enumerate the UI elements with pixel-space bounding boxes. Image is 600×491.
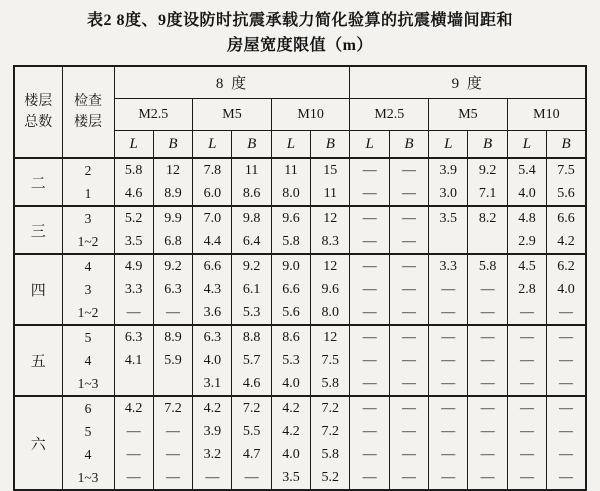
cell-value: 3.6 [203,305,222,320]
table-title-line2: 房屋宽度限值（m） [227,37,373,54]
table-cell [429,254,468,325]
table-row-group [14,158,586,206]
table-cell [271,158,310,206]
check-floor-line: 6 [84,401,92,416]
header-check-floor-line2: 楼层 [74,115,102,130]
cell-value: 8.0 [282,186,300,201]
cell-value: 5.2 [321,470,340,485]
cell-value: 4.3 [203,282,222,297]
cell-value: — [362,401,377,416]
table-cell [547,325,586,396]
cell-value: 5.8 [124,163,143,178]
check-floor-line: 3 [84,211,92,226]
header-mortar-m2_5-8: M2.5 [114,99,193,131]
cell-value: — [401,186,416,201]
cell-value: — [362,470,377,485]
cell-value: 4.2 [282,424,300,439]
cell-value: 4.5 [518,259,536,274]
table-header [14,66,586,158]
header-lb: L [429,131,468,159]
table-cell [547,254,586,325]
cell-value: — [559,424,574,439]
cell-value: 6.1 [242,282,261,297]
cell-value: 4.8 [518,211,536,226]
cell-value: — [480,470,495,485]
cell-value: — [441,401,456,416]
cell-value: — [362,330,377,345]
floors-total-value: 五 [14,325,62,396]
cell-value: — [205,470,220,485]
cell-value: 9.6 [321,282,340,297]
cell-value: 7.2 [321,424,340,439]
cell-value: — [480,282,495,297]
cell-value: 9.0 [282,259,300,274]
table-cell [311,206,350,254]
floors-total-value: 三 [14,206,62,254]
cell-value: — [519,376,534,391]
cell-value: 5.5 [242,424,261,439]
cell-value: — [165,424,180,439]
table-cell [507,396,546,490]
cell-value: — [126,305,141,320]
table-cell [271,254,310,325]
table-cell [193,396,232,490]
cell-value: 4.0 [282,447,300,462]
cell-value: 4.6 [124,186,143,201]
table-cell [271,396,310,490]
header-floors-total-line1: 楼层 [24,94,53,109]
header-lb: L [507,131,546,159]
cell-value: 7.1 [478,186,497,201]
header-lb: B [153,131,192,159]
cell-value: 9.2 [164,259,182,274]
header-lb: B [389,131,428,159]
cell-value: — [519,330,534,345]
cell-value: — [519,424,534,439]
cell-value: — [401,234,416,249]
cell-value: 6.8 [164,234,182,249]
table-cell [547,206,586,254]
header-floors-total [14,66,62,158]
table-cell [114,158,153,206]
floors-total-value: 六 [14,396,62,490]
cell-value: — [401,447,416,462]
header-lb: B [547,131,586,159]
check-floor-line: 4 [84,447,92,462]
table-cell [507,254,546,325]
table-title-line1: 表2 8度、9度设防时抗震承载力简化验算的抗震横墙间距和 [86,12,513,29]
table-cell [507,325,546,396]
cell-value: 4.9 [124,259,143,274]
cell-value: 8.6 [282,330,300,345]
cell-value: 8.9 [164,186,182,201]
cell-value: — [519,401,534,416]
cell-value: — [362,305,377,320]
cell-value: 4.7 [242,447,261,462]
table-row-group [14,325,586,396]
cell-value: — [519,305,534,320]
cell-value: — [244,470,259,485]
cell-value: — [559,376,574,391]
table-cell [311,254,350,325]
cell-value: — [126,447,141,462]
table-cell [468,254,507,325]
cell-value: — [362,353,377,368]
cell-value: — [519,470,534,485]
cell-value [429,230,467,253]
table-cell [153,325,192,396]
cell-value: — [362,424,377,439]
cell-value: — [362,282,377,297]
cell-value: 6.4 [242,234,261,249]
cell-value: 11 [284,163,298,178]
cell-value: 4.4 [203,234,222,249]
cell-value: — [559,305,574,320]
table-cell [232,158,271,206]
check-floor-line: 1~3 [77,470,99,485]
table-row-group [14,254,586,325]
cell-value: 4.0 [518,186,536,201]
table-cell [114,206,153,254]
header-lb: B [311,131,350,159]
cell-value: 8.0 [321,305,340,320]
table-cell [547,158,586,206]
floors-total-value: 四 [14,254,62,325]
cell-value: — [480,330,495,345]
table-cell [507,158,546,206]
cell-value: 12 [323,211,338,226]
cell-value: 5.7 [242,353,261,368]
header-mortar-m2_5-9: M2.5 [350,99,429,131]
cell-value: 9.9 [164,211,182,226]
cell-value: 8.9 [164,330,182,345]
cell-value: 8.8 [242,330,261,345]
cell-value: 5.6 [282,305,300,320]
cell-value: — [401,376,416,391]
cell-value: — [401,353,416,368]
table-cell [193,206,232,254]
cell-value: — [401,305,416,320]
cell-value: — [480,353,495,368]
cell-value: — [362,234,377,249]
cell-value: 5.8 [321,447,340,462]
cell-value: — [401,259,416,274]
table-cell [350,206,389,254]
table-cell [311,325,350,396]
cell-value: — [480,447,495,462]
cell-value: — [441,353,456,368]
table-cell [468,325,507,396]
cell-value: 8.3 [321,234,340,249]
table-cell [271,206,310,254]
cell-value: — [519,353,534,368]
cell-value: — [126,424,141,439]
cell-value: 4.2 [557,234,575,249]
cell-value: — [559,470,574,485]
cell-value: — [401,330,416,345]
cell-value: — [401,424,416,439]
table-cell [153,206,192,254]
header-lb: L [350,131,389,159]
cell-value: 3.2 [203,447,222,462]
cell-value: 9.2 [478,163,497,178]
cell-value: 4.2 [203,401,222,416]
header-lb: L [271,131,310,159]
check-floor-line: 3 [84,282,92,297]
table-cell [153,254,192,325]
cell-value: 3.5 [124,234,143,249]
cell-value: 9.6 [282,211,300,226]
table-cell [350,254,389,325]
cell-value: — [441,376,456,391]
table-cell [232,396,271,490]
table-cell [193,158,232,206]
table-cell [429,325,468,396]
cell-value: 3.3 [439,259,458,274]
header-lb: L [114,131,153,159]
table-cell [271,325,310,396]
cell-value: 11 [244,163,259,178]
cell-value: 6.2 [557,259,575,274]
table-cell [429,396,468,490]
cell-value: — [480,401,495,416]
cell-value: 7.8 [203,163,222,178]
check-floor-values [62,254,114,325]
cell-value: 6.3 [203,330,222,345]
cell-value: 7.0 [203,211,222,226]
header-mortar-m5-8: M5 [193,99,272,131]
table-cell [547,396,586,490]
cell-value: 3.9 [203,424,222,439]
header-check-floor [62,66,114,158]
cell-value: — [559,353,574,368]
header-degree-9: 9 度 [350,66,586,99]
cell-value: 7.5 [321,353,340,368]
header-lb: L [193,131,232,159]
header-mortar-m10-8: M10 [271,99,350,131]
table-cell [468,158,507,206]
header-floors-total-line2: 总数 [24,115,53,130]
cell-value: 7.5 [557,163,575,178]
table-cell [468,396,507,490]
cell-value: 5.9 [164,353,182,368]
table-cell [311,158,350,206]
cell-value: — [441,282,456,297]
cell-value: 5.2 [124,211,143,226]
cell-value: 6.0 [203,186,222,201]
table-cell [193,254,232,325]
table-cell [153,158,192,206]
table-cell [193,325,232,396]
cell-value: 6.3 [124,330,143,345]
cell-value: — [401,211,416,226]
cell-value: 7.2 [321,401,340,416]
cell-value: 4.6 [242,376,261,391]
cell-value: 2.9 [518,234,536,249]
table-row-group [14,206,586,254]
cell-value: 6.6 [203,259,222,274]
cell-value: 5.8 [282,234,300,249]
cell-value: 4.1 [124,353,143,368]
cell-value: 4.0 [282,376,300,391]
cell-value: 12 [323,259,338,274]
cell-value: — [126,470,141,485]
header-lb: B [468,131,507,159]
cell-value: 8.2 [478,211,497,226]
table-cell [153,396,192,490]
cell-value: — [401,401,416,416]
table-cell [389,396,428,490]
check-floor-line: 5 [84,330,92,345]
cell-value: — [441,424,456,439]
table-cell [468,206,507,254]
cell-value: — [165,447,180,462]
cell-value: — [559,401,574,416]
check-floor-line: 4 [84,353,92,368]
cell-value: 4.2 [124,401,143,416]
cell-value: 15 [323,163,338,178]
cell-value: 4.2 [282,401,300,416]
cell-value [468,230,506,253]
cell-value: 9.2 [242,259,261,274]
cell-value: 3.3 [124,282,143,297]
table-cell [507,206,546,254]
cell-value: — [401,282,416,297]
cell-value: — [362,211,377,226]
check-floor-line: 1 [84,186,92,201]
table-cell [389,158,428,206]
table-cell [350,325,389,396]
cell-value: — [401,163,416,178]
cell-value: 3.0 [439,186,458,201]
cell-value: 12 [323,330,338,345]
cell-value: 3.1 [203,376,222,391]
cell-value: 5.4 [518,163,536,178]
table-cell [429,158,468,206]
cell-value: — [362,163,377,178]
cell-value: 4.0 [557,282,575,297]
header-check-floor-line1: 检查 [74,94,102,109]
header-mortar-m5-9: M5 [429,99,508,131]
table-cell [232,254,271,325]
check-floor-line: 1~2 [77,234,99,249]
cell-value: — [362,186,377,201]
check-floor-line: 1~3 [77,376,99,391]
header-lb: B [232,131,271,159]
table-cell [350,396,389,490]
cell-value: — [165,305,180,320]
cell-value: 2.8 [518,282,536,297]
cell-value: — [165,470,180,485]
cell-value: 6.3 [164,282,182,297]
cell-value: 6.6 [282,282,300,297]
cell-value: 5.6 [557,186,575,201]
table-cell [114,254,153,325]
cell-value: — [362,447,377,462]
table-cell [389,254,428,325]
check-floor-values [62,158,114,206]
check-floor-line: 2 [84,163,92,178]
cell-value: — [480,376,495,391]
table-cell [389,325,428,396]
check-floor-values [62,396,114,490]
cell-value: — [441,470,456,485]
table-cell [389,206,428,254]
cell-value: 3.5 [282,470,300,485]
cell-value: 12 [165,163,180,178]
table-cell [350,158,389,206]
cell-value: 6.6 [557,211,575,226]
cell-value: — [559,330,574,345]
cell-value: 4.0 [203,353,222,368]
check-floor-line: 1~2 [77,305,99,320]
cell-value: — [480,305,495,320]
header-mortar-m10-9: M10 [507,99,586,131]
cell-value: — [480,424,495,439]
cell-value: 5.3 [242,305,261,320]
table-cell [232,206,271,254]
table-cell [232,325,271,396]
cell-value: — [401,470,416,485]
cell-value [154,372,192,395]
cell-value: 5.3 [282,353,300,368]
check-floor-values [62,325,114,396]
cell-value [115,372,153,395]
cell-value: — [362,259,377,274]
cell-value: — [441,447,456,462]
cell-value: 3.5 [439,211,458,226]
limits-table [13,65,587,491]
check-floor-line: 5 [84,424,92,439]
cell-value: 9.8 [242,211,261,226]
cell-value: 8.6 [242,186,261,201]
cell-value: 7.2 [242,401,261,416]
cell-value: — [441,330,456,345]
cell-value: 5.8 [478,259,497,274]
cell-value: — [362,376,377,391]
floors-total-value: 二 [14,158,62,206]
cell-value: — [519,447,534,462]
table-cell [114,325,153,396]
cell-value: 7.2 [164,401,182,416]
table-row-group [14,396,586,490]
table-cell [114,396,153,490]
cell-value: — [441,305,456,320]
table-cell [429,206,468,254]
header-degree-8: 8 度 [114,66,350,99]
check-floor-line: 4 [84,259,92,274]
cell-value: — [559,447,574,462]
table-title [0,0,600,58]
cell-value: 11 [323,186,338,201]
cell-value: 3.9 [439,163,458,178]
cell-value: 5.8 [321,376,340,391]
check-floor-values [62,206,114,254]
table-body [14,158,586,490]
table-cell [311,396,350,490]
